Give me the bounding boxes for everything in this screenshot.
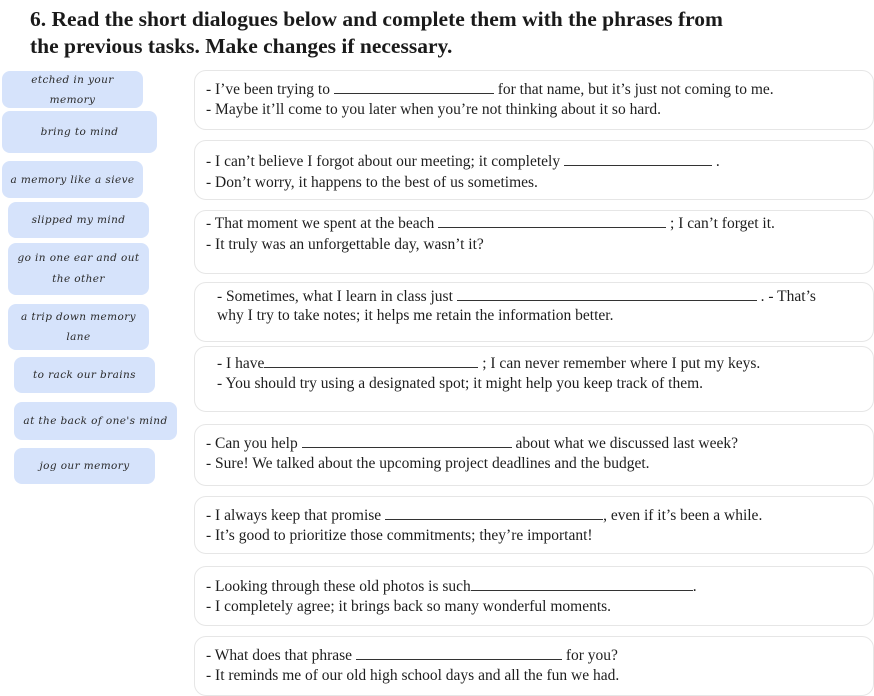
answer-blank[interactable] [385,506,603,520]
title-line-2: the previous tasks. Make changes if necessary. [30,34,453,58]
phrase-chip[interactable]: jog our memory [14,448,155,484]
answer-blank[interactable] [564,152,712,166]
phrase-chip[interactable]: bring to mind [2,111,157,153]
dialogue-text: , even if it’s been a while. [603,507,763,524]
phrase-chip[interactable]: at the back of one's mind [14,402,177,440]
dialogue-6-line-b: - Sure! We talked about the upcoming project deadlines and the budget. [206,455,650,472]
dialogue-3-line-b: - It truly was an unforgettable day, wasn’t it? [206,236,484,253]
phrase-chip[interactable]: to rack our brains [14,357,155,393]
dialogue-text: - Sometimes, what I learn in class just [217,288,453,305]
answer-blank[interactable] [334,80,494,94]
phrase-chip[interactable]: a trip down memory lane [8,304,149,350]
dialogue-8-line-b: - I completely agree; it brings back so many wonderful moments. [206,598,612,615]
answer-blank[interactable] [264,354,478,368]
dialogue-text: - What does that phrase [206,647,353,664]
dialogue-5-line-b: - You should try using a designated spot; it might help you keep track of them. [217,375,704,392]
dialogue-text: . [692,578,697,595]
dialogue-5-line-a [217,354,760,374]
dialogue-text: for that name, but it’s just not coming to me. [497,81,774,98]
phrase-chip[interactable]: go in one ear and out the other [8,243,149,295]
dialogue-text: - Can you help [206,435,298,452]
dialogue-text: - That moment we spent at the beach [206,215,435,232]
dialogue-text: - Looking through these old photos is such [206,578,471,595]
dialogue-9-line-a [206,646,618,666]
phrase-chip[interactable]: etched in your memory [2,71,143,108]
dialogue-7-line-a [206,506,762,526]
dialogue-4-line-b: why I try to take notes; it helps me retain the information better. [217,307,614,324]
dialogue-text: ; I can’t forget it. [670,215,775,232]
dialogue-4-line-a [217,287,816,307]
dialogue-text: about what we discussed last week? [515,435,738,452]
dialogue-text: ; I can never remember where I put my keys. [482,355,761,372]
dialogue-text: for you? [565,647,618,664]
dialogue-1-line-b: - Maybe it’ll come to you later when you’re not thinking about it so hard. [206,101,661,118]
dialogue-1-line-a [206,80,774,100]
dialogue-9-line-b: - It reminds me of our old high school days and all the fun we had. [206,667,620,684]
dialogue-2-line-b: - Don’t worry, it happens to the best of us sometimes. [206,174,538,191]
dialogue-2-line-a [206,152,720,172]
dialogue-text: . [715,153,720,170]
dialogue-text: - I always keep that promise [206,507,382,524]
dialogue-text: . - That’s [760,288,816,305]
phrase-chip[interactable]: slipped my mind [8,202,149,238]
dialogue-8-line-a [206,577,697,597]
answer-blank[interactable] [438,214,666,228]
answer-blank[interactable] [457,287,757,301]
dialogue-6-line-a [206,434,738,454]
phrase-chip[interactable]: a memory like a sieve [2,161,143,198]
title-line-1: 6. Read the short dialogues below and complete them with the phrases from [30,7,723,31]
exercise-title [30,6,830,60]
dialogue-text: - I have [217,355,265,372]
dialogue-text: - I’ve been trying to [206,81,330,98]
dialogue-text: - I can’t believe I forgot about our meeting; it completely [206,153,561,170]
answer-blank[interactable] [302,434,512,448]
answer-blank[interactable] [471,577,693,591]
dialogue-3-line-a [206,214,775,234]
dialogue-7-line-b: - It’s good to prioritize those commitments; they’re important! [206,527,593,544]
answer-blank[interactable] [356,646,562,660]
